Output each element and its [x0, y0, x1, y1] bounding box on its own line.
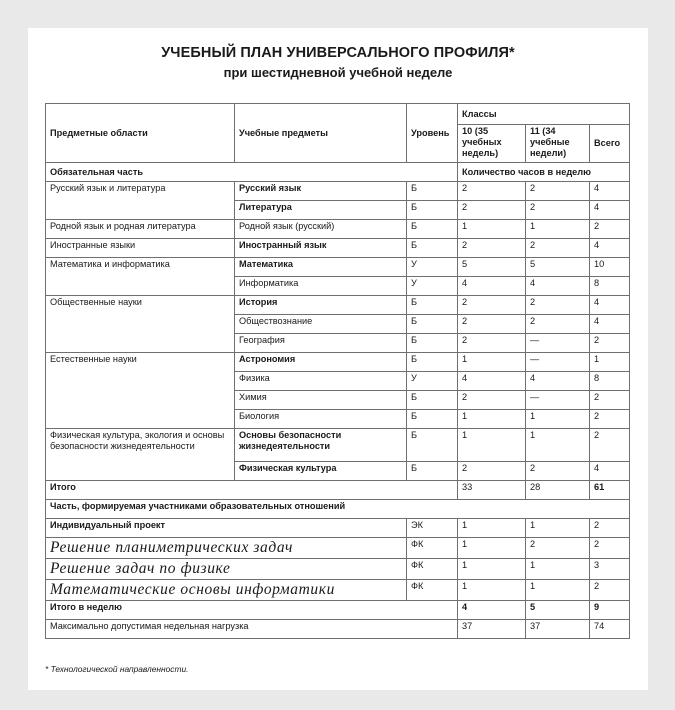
- itogo-total: 61: [590, 481, 630, 500]
- hours-grade-11: 2: [526, 296, 590, 315]
- hours-grade-10: 2: [458, 201, 526, 220]
- hours-grade-10: 1: [458, 429, 526, 462]
- hours-grade-11: 2: [526, 239, 590, 258]
- elective-total: 3: [590, 559, 630, 580]
- subject-name: Родной язык (русский): [235, 220, 407, 239]
- hours-total: 2: [590, 391, 630, 410]
- subject-name: Русский язык: [235, 182, 407, 201]
- subject-name: История: [235, 296, 407, 315]
- subject-name: Физика: [235, 372, 407, 391]
- hours-grade-11: —: [526, 391, 590, 410]
- weekly-label: Итого в неделю: [46, 601, 458, 620]
- subject-level: Б: [407, 391, 458, 410]
- hours-grade-11: —: [526, 334, 590, 353]
- subject-level: Б: [407, 201, 458, 220]
- hours-grade-11: 1: [526, 429, 590, 462]
- section-required: Обязательная часть: [46, 163, 458, 182]
- subject-area: Русский язык и литература: [46, 182, 235, 220]
- hours-total: 2: [590, 410, 630, 429]
- hours-total: 2: [590, 334, 630, 353]
- elective-row: [46, 559, 630, 580]
- hours-total: 4: [590, 239, 630, 258]
- header-total: Всего: [590, 125, 630, 163]
- document-subtitle: при шестидневной учебной неделе: [223, 65, 453, 80]
- table-row: [46, 239, 630, 258]
- subject-name: География: [235, 334, 407, 353]
- subject-level: Б: [407, 239, 458, 258]
- subject-level: Б: [407, 334, 458, 353]
- table-row: [46, 296, 630, 315]
- curriculum-table: [45, 103, 630, 639]
- subject-level: Б: [407, 410, 458, 429]
- hours-grade-10: 2: [458, 334, 526, 353]
- hours-grade-11: 5: [526, 258, 590, 277]
- subject-area: Иностранные языки: [46, 239, 235, 258]
- elective-grade-11: 1: [526, 559, 590, 580]
- subject-name: Физическая культура: [235, 462, 407, 481]
- hours-total: 8: [590, 372, 630, 391]
- hours-total: 2: [590, 429, 630, 462]
- elective-level: ЭК: [407, 519, 458, 538]
- subject-name: Иностранный язык: [235, 239, 407, 258]
- subject-level: Б: [407, 220, 458, 239]
- max-load-label: Максимально допустимая недельная нагрузка: [46, 620, 458, 639]
- elective-grade-10: 1: [458, 559, 526, 580]
- subject-name: Основы безопасности жизнедеятельности: [235, 429, 407, 462]
- header-classes: Классы: [458, 104, 630, 125]
- subject-name: Астрономия: [235, 353, 407, 372]
- curriculum-table-body: [46, 104, 630, 639]
- subject-name: Литература: [235, 201, 407, 220]
- hours-total: 10: [590, 258, 630, 277]
- hours-label: Количество часов в неделю: [458, 163, 630, 182]
- subject-name: Математика: [235, 258, 407, 277]
- subject-area: Общественные науки: [46, 296, 235, 353]
- subject-level: Б: [407, 182, 458, 201]
- table-row: [46, 182, 630, 201]
- subject-level: У: [407, 277, 458, 296]
- hours-grade-11: 4: [526, 372, 590, 391]
- hours-total: 2: [590, 220, 630, 239]
- hours-grade-10: 4: [458, 277, 526, 296]
- hours-total: 1: [590, 353, 630, 372]
- header-grade-11: 11 (34 учебные недели): [526, 125, 590, 163]
- header-grade-10: 10 (35 учебных недель): [458, 125, 526, 163]
- subject-level: Б: [407, 353, 458, 372]
- hours-grade-10: 1: [458, 410, 526, 429]
- elective-level: ФК: [407, 538, 458, 559]
- subject-level: У: [407, 258, 458, 277]
- section-elective-row: [46, 500, 630, 519]
- subject-level: У: [407, 372, 458, 391]
- table-row: [46, 353, 630, 372]
- elective-total: 2: [590, 580, 630, 601]
- elective-grade-10: 1: [458, 519, 526, 538]
- weekly-row: [46, 601, 630, 620]
- subject-level: Б: [407, 462, 458, 481]
- hours-total: 4: [590, 315, 630, 334]
- hours-grade-11: 2: [526, 201, 590, 220]
- hours-grade-10: 2: [458, 296, 526, 315]
- document-title: УЧЕБНЫЙ ПЛАН УНИВЕРСАЛЬНОГО ПРОФИЛЯ*: [161, 45, 515, 61]
- elective-grade-11: 2: [526, 538, 590, 559]
- elective-grade-10: 1: [458, 580, 526, 601]
- subject-name: Обществознание: [235, 315, 407, 334]
- hours-total: 8: [590, 277, 630, 296]
- hours-grade-10: 2: [458, 182, 526, 201]
- header-level: Уровень: [407, 104, 458, 163]
- section-required-row: [46, 163, 630, 182]
- header-subject: Учебные предметы: [235, 104, 407, 163]
- itogo-grade-11: 28: [526, 481, 590, 500]
- subject-area: Родной язык и родная литература: [46, 220, 235, 239]
- elective-row: [46, 538, 630, 559]
- subject-area: Естественные науки: [46, 353, 235, 429]
- header-area: Предметные области: [46, 104, 235, 163]
- section-elective: Часть, формируемая участниками образовательных отношений: [46, 500, 630, 519]
- weekly-grade-11: 5: [526, 601, 590, 620]
- table-row: [46, 429, 630, 462]
- hours-grade-10: 2: [458, 239, 526, 258]
- elective-grade-11: 1: [526, 519, 590, 538]
- hours-grade-11: 2: [526, 462, 590, 481]
- hours-grade-11: 1: [526, 410, 590, 429]
- itogo-row: [46, 481, 630, 500]
- weekly-grade-10: 4: [458, 601, 526, 620]
- hours-grade-10: 2: [458, 315, 526, 334]
- elective-level: ФК: [407, 580, 458, 601]
- hours-grade-10: 4: [458, 372, 526, 391]
- hours-grade-11: 4: [526, 277, 590, 296]
- weekly-total: 9: [590, 601, 630, 620]
- hours-grade-10: 1: [458, 220, 526, 239]
- hours-total: 4: [590, 201, 630, 220]
- elective-row: [46, 519, 630, 538]
- subject-name: Химия: [235, 391, 407, 410]
- max-load-row: [46, 620, 630, 639]
- subject-level: Б: [407, 429, 458, 462]
- max-load-grade-10: 37: [458, 620, 526, 639]
- hours-total: 4: [590, 182, 630, 201]
- subject-name: Биология: [235, 410, 407, 429]
- subject-level: Б: [407, 296, 458, 315]
- hours-total: 4: [590, 462, 630, 481]
- max-load-total: 74: [590, 620, 630, 639]
- elective-grade-10: 1: [458, 538, 526, 559]
- hours-grade-10: 2: [458, 462, 526, 481]
- itogo-grade-10: 33: [458, 481, 526, 500]
- document-page: [28, 28, 648, 690]
- hours-grade-11: 2: [526, 315, 590, 334]
- hours-grade-10: 2: [458, 391, 526, 410]
- hours-grade-11: 1: [526, 220, 590, 239]
- elective-level: ФК: [407, 559, 458, 580]
- subject-area: Физическая культура, экология и основы безопасности жизнедеятельности: [46, 429, 235, 481]
- subject-area: Математика и информатика: [46, 258, 235, 296]
- hours-grade-11: 2: [526, 182, 590, 201]
- elective-subject: Математические основы информатики: [46, 580, 407, 601]
- hours-total: 4: [590, 296, 630, 315]
- subject-name: Информатика: [235, 277, 407, 296]
- elective-row: [46, 580, 630, 601]
- footnote: * Технологической направленности.: [45, 664, 189, 674]
- header-row-classes: [46, 104, 630, 125]
- hours-grade-10: 5: [458, 258, 526, 277]
- elective-subject: Индивидуальный проект: [46, 519, 407, 538]
- table-row: [46, 220, 630, 239]
- max-load-grade-11: 37: [526, 620, 590, 639]
- table-row: [46, 258, 630, 277]
- elective-total: 2: [590, 538, 630, 559]
- hours-grade-10: 1: [458, 353, 526, 372]
- subject-level: Б: [407, 315, 458, 334]
- elective-subject: Решение задач по физике: [46, 559, 407, 580]
- elective-total: 2: [590, 519, 630, 538]
- elective-grade-11: 1: [526, 580, 590, 601]
- elective-subject: Решение планиметрических задач: [46, 538, 407, 559]
- hours-grade-11: —: [526, 353, 590, 372]
- itogo-label: Итого: [46, 481, 458, 500]
